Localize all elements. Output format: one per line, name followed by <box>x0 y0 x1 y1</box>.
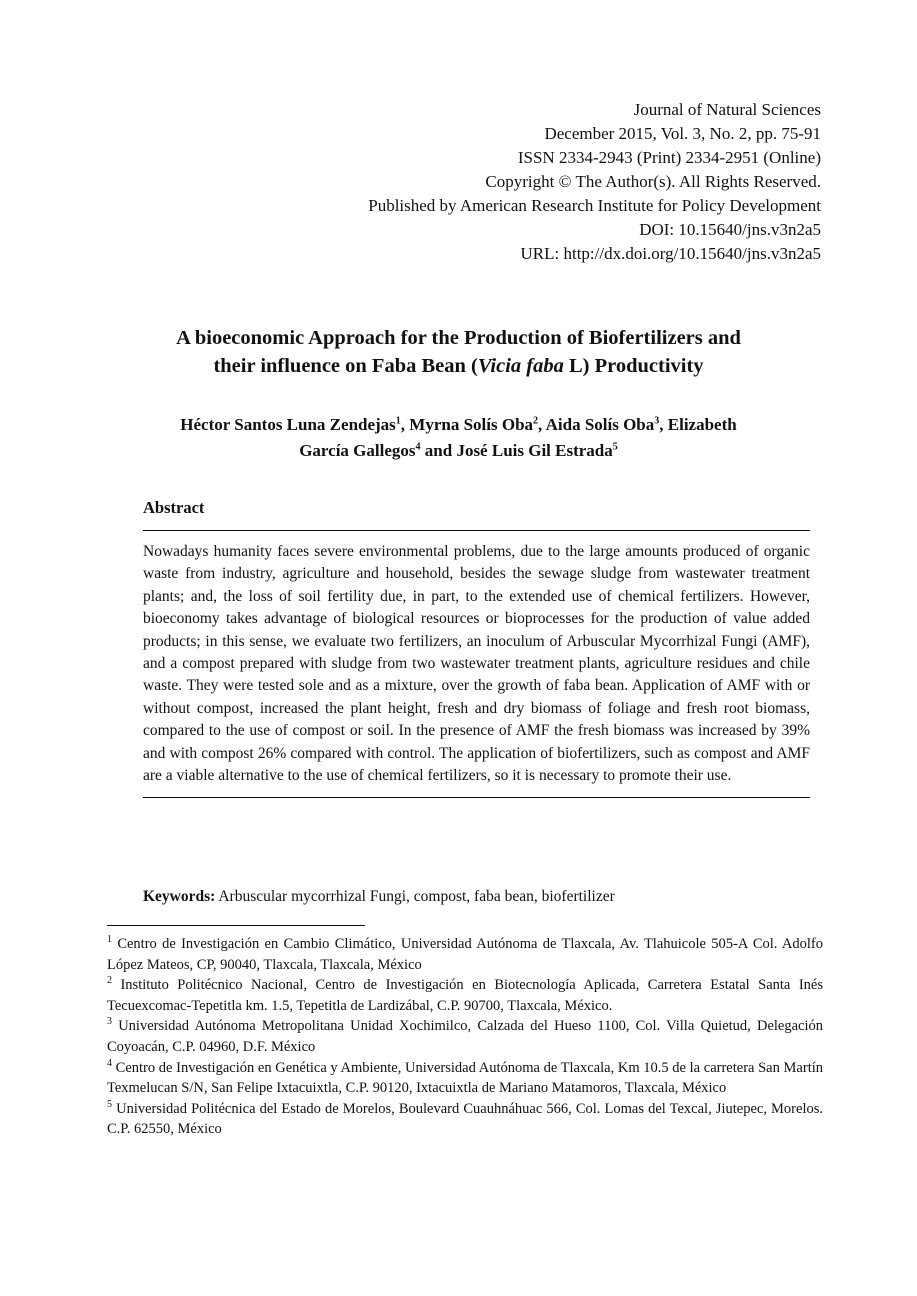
footnote-mark: 5 <box>107 1098 112 1110</box>
journal-header <box>181 98 821 266</box>
footnote-text: Universidad Politécnica del Estado de Morelos, Boulevard Cuauhnáhuac 566, Col. Lomas del Texcal, Jiutepec, Morelos. C.P. 62550, México <box>107 1100 823 1138</box>
title-line-1: A bioeconomic Approach for the Production of Biofertilizers and <box>176 327 741 349</box>
journal-issue: December 2015, Vol. 3, No. 2, pp. 75-91 <box>544 124 821 143</box>
journal-issn: ISSN 2334-2943 (Print) 2334-2951 (Online) <box>517 148 821 167</box>
author-separator: , <box>400 415 410 434</box>
footnote-mark: 3 <box>107 1016 112 1028</box>
author-affiliation-mark: 1 <box>395 415 401 427</box>
author-list <box>90 412 827 464</box>
author-name: José Luis Gil Estrada <box>456 441 613 460</box>
author-name: Aida Solís Oba <box>545 415 655 434</box>
author-separator: , Elizabeth <box>659 415 737 434</box>
footnote-item <box>107 934 823 975</box>
title-line-2 <box>90 352 827 380</box>
copyright-line: Copyright © The Author(s). All Rights Reserved. <box>485 172 821 191</box>
footnote-item <box>107 1058 823 1099</box>
title-species-name: Vicia faba <box>477 355 564 377</box>
footnote-text: Instituto Politécnico Nacional, Centro de Investigación en Biotecnología Aplicada, Carretera Estatal Santa Inés Tecuexcomac-Tepetitla km. 1.5, Tepetitla de Lardizábal, C.P. 90700, Tlaxcala, México. <box>107 977 823 1014</box>
title-line-2-post: L) Productivity <box>563 355 704 377</box>
abstract-heading: Abstract <box>143 498 205 517</box>
footnote-item <box>107 1099 823 1140</box>
footnote-mark: 2 <box>107 975 112 987</box>
paper-title <box>90 324 827 380</box>
publisher-line: Published by American Research Institute for Policy Development <box>368 196 821 215</box>
keywords-line <box>143 886 810 908</box>
footnote-text: Centro de Investigación en Cambio Climático, Universidad Autónoma de Tlaxcala, Av. Tlahuicole 505-A Col. Adolfo López Mateos, CP, 90040, Tlaxcala, Tlaxcala, México <box>107 936 823 973</box>
title-line-2-pre: their influence on Faba Bean ( <box>213 355 478 377</box>
author-name: Héctor Santos Luna Zendejas <box>180 415 396 434</box>
author-name: Myrna Solís Oba <box>409 415 534 434</box>
footnote-mark: 4 <box>107 1057 112 1069</box>
author-affiliation-mark: 3 <box>654 415 660 427</box>
url-line[interactable]: URL: http://dx.doi.org/10.15640/jns.v3n2a5 <box>520 244 821 263</box>
author-affiliation-mark: 5 <box>612 441 618 453</box>
footnote-text: Universidad Autónoma Metropolitana Unidad Xochimilco, Calzada del Hueso 1100, Col. Villa Quietud, Delegación Coyoacán, C.P. 04960, D.F. México <box>107 1018 823 1055</box>
author-affiliation-mark: 2 <box>533 415 539 427</box>
author-name: García Gallegos <box>299 441 416 460</box>
doi-line: DOI: 10.15640/jns.v3n2a5 <box>639 220 821 239</box>
footnote-item <box>107 975 823 1016</box>
footnote-item <box>107 1016 823 1057</box>
footnote-mark: 1 <box>107 934 112 946</box>
keywords-text: Arbuscular mycorrhizal Fungi, compost, faba bean, biofertilizer <box>215 888 615 905</box>
journal-name: Journal of Natural Sciences <box>633 100 821 119</box>
keywords-label: Keywords: <box>143 888 216 905</box>
author-affiliation-mark: 4 <box>415 441 421 453</box>
footnotes <box>107 934 823 1140</box>
footnote-divider <box>107 925 365 926</box>
author-separator: and <box>420 441 457 460</box>
abstract-body: Nowadays humanity faces severe environmental problems, due to the large amounts produced of organic waste from industry, agriculture and household, besides the sewage sludge from wastewater treatment plants; and, the loss of soil fertility due, in part, to the extended use of chemical fertilizers. However, bioeconomy takes advantage of biological resources or bioprocesses for the production of value added products; in this sense, we evaluate two fertilizers, an inoculum of Arbuscular Mycorrhizal Fungi (AMF), and a compost prepared with sludge from two wastewater treatment plants, agriculture residues and chile waste. They were tested sole and as a mixture, over the growth of faba bean. Application of AMF with or without compost, increased the plant height, fresh and dry biomass of foliage and fresh root biomass, compared to the use of compost or soil. In the presence of AMF the fresh biomass was increased by 39% and with compost 26% compared with control. The application of biofertilizers, such as compost and AMF are a viable alternative to the use of chemical fertilizers, so it is necessary to promote their use. <box>143 530 810 798</box>
author-separator: , <box>538 415 546 434</box>
footnote-text: Centro de Investigación en Genética y Ambiente, Universidad Autónoma de Tlaxcala, Km 10.5 de la carretera San Martín Texmelucan S/N, San Felipe Ixtacuixtla, C.P. 90120, Ixtacuixtla de Mariano Matamoros, Tlaxcala, México <box>107 1059 823 1097</box>
